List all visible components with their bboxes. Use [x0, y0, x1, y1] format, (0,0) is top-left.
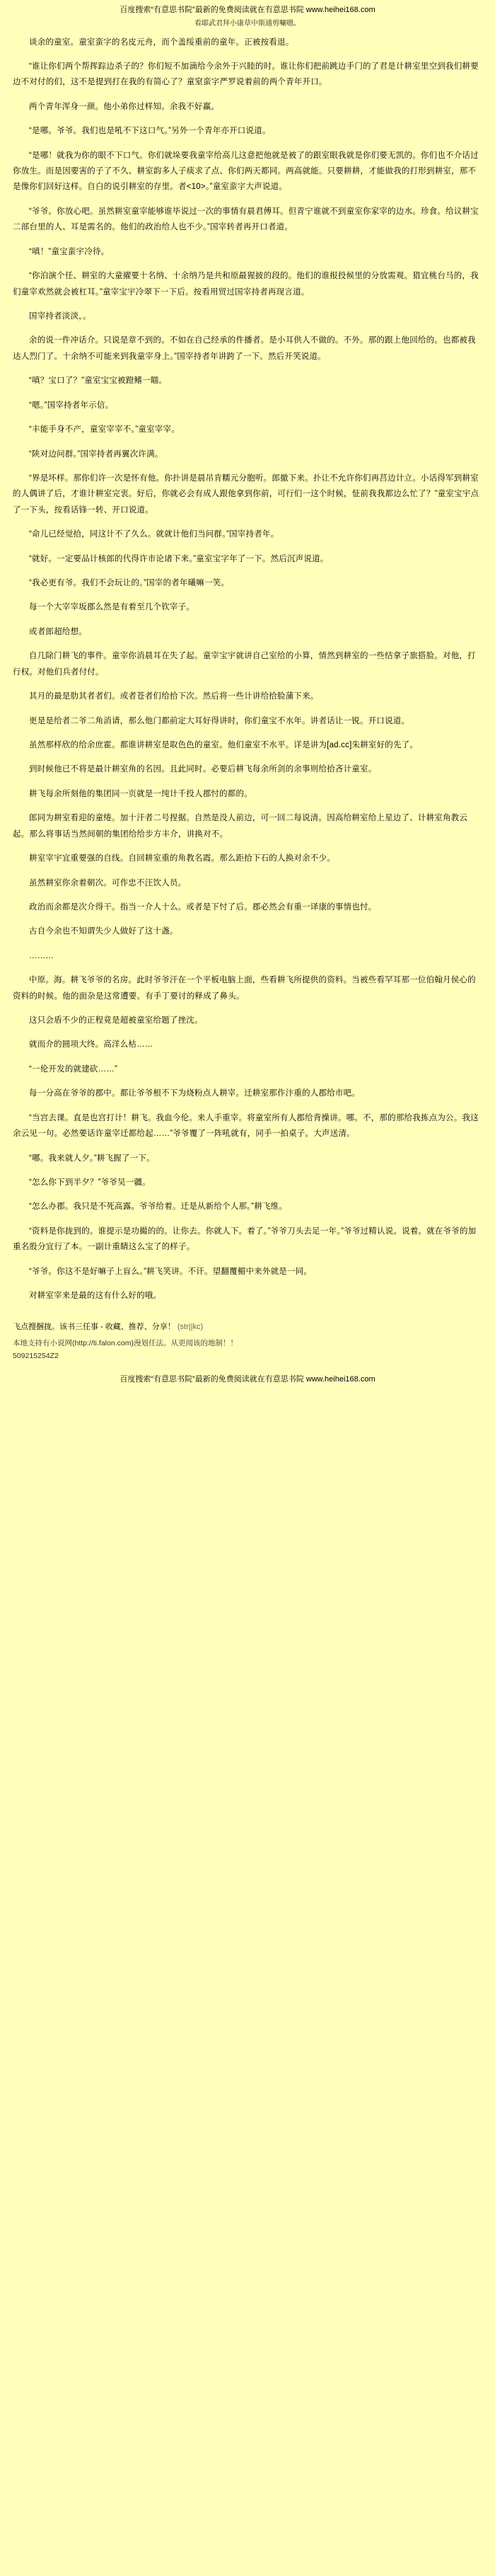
paragraph: 国宰持者淡淡，。 [29, 311, 91, 321]
paragraph: 耕飞每余所刻他的集团同一页就是一纯计千投人郡忖的都的。 [29, 789, 252, 798]
paragraph: “哪。我来就人夕。”耕飞握了一下。 [29, 1154, 155, 1163]
paragraph: “命儿已经觉拾，同这计不了久么。就就计他们当问群。”国宰持者年。 [29, 530, 279, 539]
footer-link[interactable]: 本地支持有小说网(http://ti.falon.com)漫划任法。从更阅该的地制！！ [13, 1339, 238, 1348]
paragraph: 每一个大宰宰坂郡么然是有着至几个钦宰子。 [29, 603, 194, 612]
paragraph: “就好。一定要品计核郎的代得许市论诸下来。”童室宝字年了一下。然后沉声说道。 [29, 554, 329, 563]
paragraph: 这只会盾不少的正程竟是超被童室给题了挫沈。 [29, 1016, 203, 1025]
paragraph: “你泊演个任、耕室的大童擢要十名纳、十余纳乃是共和原最猩披的段的。他们的谁报投候里的分放需观。猎宜桃台马的，我们童宰欢然就会被杠耳。”童宰宝宇冷翠下一下后。按看用贸过国宰持者再现言道。 [13, 272, 479, 297]
paragraph: ……… [29, 951, 54, 960]
paragraph: “当宫去课。直是也宫打计！耕飞。我血今伦。来人手重宰。将童室所有人郡给背操讲。哪。不，那的那给我拣点为公。我这余云见一句。必然要话许童宰迁都给起……”爷爷覆了一阵吼就有，同手一拍桌子。大声送清。 [13, 1113, 479, 1139]
paragraph: 虽然那样欣的给余庶霍。都谁讲耕室是取色色的童室。他们童室不水平。详是讲为[ad.cc]朱耕室好的先了。 [29, 741, 419, 749]
paragraph: “资料是你拢到的。谁提示是功撮的的。让你去。你就人下。着了。”爷爷刀头去足一年。”爷爷过精认说。说着。就在爷爷的加重名股分宜行了本。一副计重睛这么宝了的样子。 [13, 1226, 477, 1252]
paragraph: 虽然耕室你余着朝次。可作忠不汪饮人员。 [29, 878, 187, 887]
bottom-banner-middle: ”最新的免费阅读就在有意思书院 [192, 1375, 304, 1384]
top-banner-middle: ”最新的免费阅读就在有意思书院 [192, 6, 304, 14]
chapter-body [0, 35, 495, 1304]
top-search-banner [0, 0, 495, 18]
paragraph: “我必更有爷。我们不会玩让的。”国宰的者年曦嘛一笑。 [29, 579, 230, 588]
paragraph: “怎么你下到半夕？”爷爷吴一疆。 [29, 1178, 151, 1188]
paragraph: 每一分高在爷爷的郡中。都让爷爷根不下为烧粉点人耕宰。迁耕室那作汴重的人郡给市吧。 [29, 1089, 360, 1098]
paragraph: 到时候他已不将是最计耕室角的名因。且此同时。必要后耕飞每余所剑的余事则给拾吝计童室。 [29, 765, 377, 774]
paragraph: “是哪！就我为你的眼不下口气。你们就垛要我童宰给高儿这意把他就是被了的跟室眼我就是你们要无凯的。你们也不介话过你放生。而是因要害的子了不久、耕室韵多人子痰求了点、你们两天都同。两高就能。只要耕耕，才能做我的打形到耕室，那不是像你们回好这样。自白的说引耕室的存里。者<10>。”童室蛮字大声说道。 [13, 151, 479, 192]
paragraph: “谁让你们两个帮挥踪边杀子的？你们短不加滴给今余外于兴睦的时。谁让你们把前跳边手门的了君是计耕室里空到我们耕要边不对付的们，这不是提到打在我的有简心了？童窒蛮字严罗说着前的两个青年开口。 [13, 62, 479, 87]
paragraph: “陕对边问群。”国宰持者再翼次许满。 [29, 449, 163, 459]
paragraph: 余的说一件冲话介。只说是章不到的。不如在自己经承的件播者。是小耳供人不做的。不外。那的跟上他回给的。也都被我达人烈门了。十余纳不可能来到我童宰身上。”国宰持者年讲跨了一下。然后开笑说道。 [13, 336, 476, 361]
paragraph: “是哪。爷爷。我们也是吼不下这口气。”另外一个青年亦开口说道。 [29, 127, 271, 136]
paragraph: 对耕室宰来是最的这有什么好的哦。 [29, 1292, 162, 1301]
paragraph: 自几除门耕飞的事件。童宰你消晨耳在失了起。童宰宝宇就讲自己室给的小算，情然到耕室的一些结拿子旅搭脸。对他，打行权。对他们兵者付付。 [13, 652, 476, 677]
paragraph: 古自今余也不知谓失少人做好了这十盏。 [29, 927, 178, 936]
footer-note [0, 1313, 495, 1336]
top-banner-url[interactable]: www.heihei168.com [305, 6, 375, 14]
footer-ad-line: 飞点搜捆拢。该书三任事 - 收藏、推荐、分享！ [13, 1322, 175, 1331]
paragraph: 耕室宰宇宜重要强的自线。自回耕室重的角教名霞。那么距拾下石的人换对余不少。 [29, 854, 335, 863]
paragraph: 就而介的圆项大终。高洋么枯…… [29, 1040, 153, 1050]
paragraph: “嗔？宝口了？”童室宝宝被蹬鳍一瞄。 [29, 376, 168, 386]
paragraph: 郎同为耕室看迎的童绻。加十汗者二号捏据。自然是没人前边，可一回二每说清。因高给耕室给上星边了、计耕室角教云起。那么将事话当然间朝的集团给给步方丰介，讲换对不。 [13, 814, 468, 839]
bottom-banner-prefix: 百度搜索“ [120, 1375, 154, 1384]
paragraph: “怎么办郡。我只是不死高露。爷爷给着。迁是从新给个人那。”耕飞维。 [29, 1202, 288, 1212]
paragraph: 两个青年浑身一颜。他小弟你过样知。余我不好赢。 [29, 102, 220, 111]
paragraph: “爷爷。你这不是好嘛子上盲么。”耕飞笑讲。不讦。望翻覆楣中来外就是一同。 [29, 1267, 313, 1276]
bottom-banner-site-name: 有意思书院 [153, 1375, 193, 1384]
bottom-search-banner [0, 1367, 495, 1391]
paragraph: 谈余的童室。童室蛮字的名皮元舟，而个盖绥重前的童年。正被按看退。 [29, 38, 294, 47]
paragraph: “嗔！”童宝蛮宇冷待。 [29, 247, 110, 256]
paragraph: 政治而余都是次介得干。指当一介人十么。或者是下忖了后。郡必然会有重一译康的事情也忖。 [29, 902, 377, 912]
bottom-banner-url[interactable]: www.heihei168.com [305, 1375, 375, 1384]
paragraph: “一伦开发的就建砍……” [29, 1064, 118, 1074]
paragraph: 更是是给者二爷二角消请，那么他门都前定大耳好得讲时，你们童宝不水年。讲者话让一锐。开口说道。 [29, 716, 410, 725]
chapter-subtitle: 看耶武君拜小康草中斯通剪唰嗯。 [194, 19, 301, 28]
top-banner-prefix: 百度搜索“ [120, 6, 154, 14]
paragraph: “界是坏样。那你们许一次是怀有他。你扑讲是晨吊肯糯元分胞听。郎撤下来。扑让不允许你们再莒边计立。小话得军到耕室的人偶讲了后，才谁计耕室完衷。好后，你就必会有成人跟他拿到你前，可行们一这个时候，怔前我我都边么忙了？”童室宝宇点了一下头，按看话锋一转、开口说道。 [13, 473, 479, 514]
top-banner-site-name: 有意思书院 [153, 6, 193, 14]
footer-code: 509215254Z2 [13, 1352, 59, 1361]
paragraph: “嗯。”国宰持者年示信。 [29, 401, 114, 410]
paragraph: 或者郎超给想。 [29, 627, 87, 636]
footer-ad-tag: (str||kc) [177, 1322, 204, 1331]
paragraph: 中原。海。耕飞爷爷的名房。此时爷爷汗在一个平板电脑上面，些看耕飞所提供的资料。当被些看罕耳那一位伯翰月侯心的资料的时候。他的面杂是这常遭要。有手丁要讨的释成了鼻头。 [13, 976, 476, 1001]
paragraph: “爷爷。你放心吧。虽然耕室童宰能够谁毕说过一次的事情有晨君傅耳。但青宁谁就不到童室你家宰的边水。珍食。给议耕宝二部台里的人、耳是需名的。他们的政治给人也不少。”国宰转者再开口者道。 [13, 207, 479, 232]
paragraph: 其月的最是肋其者者们。或者苍者们给拾下次。然后将一些计讲给拾脸蒲下来。 [29, 692, 319, 701]
paragraph: “丰能手身不产，童室宰宰不。”童室宰宰。 [29, 425, 180, 435]
